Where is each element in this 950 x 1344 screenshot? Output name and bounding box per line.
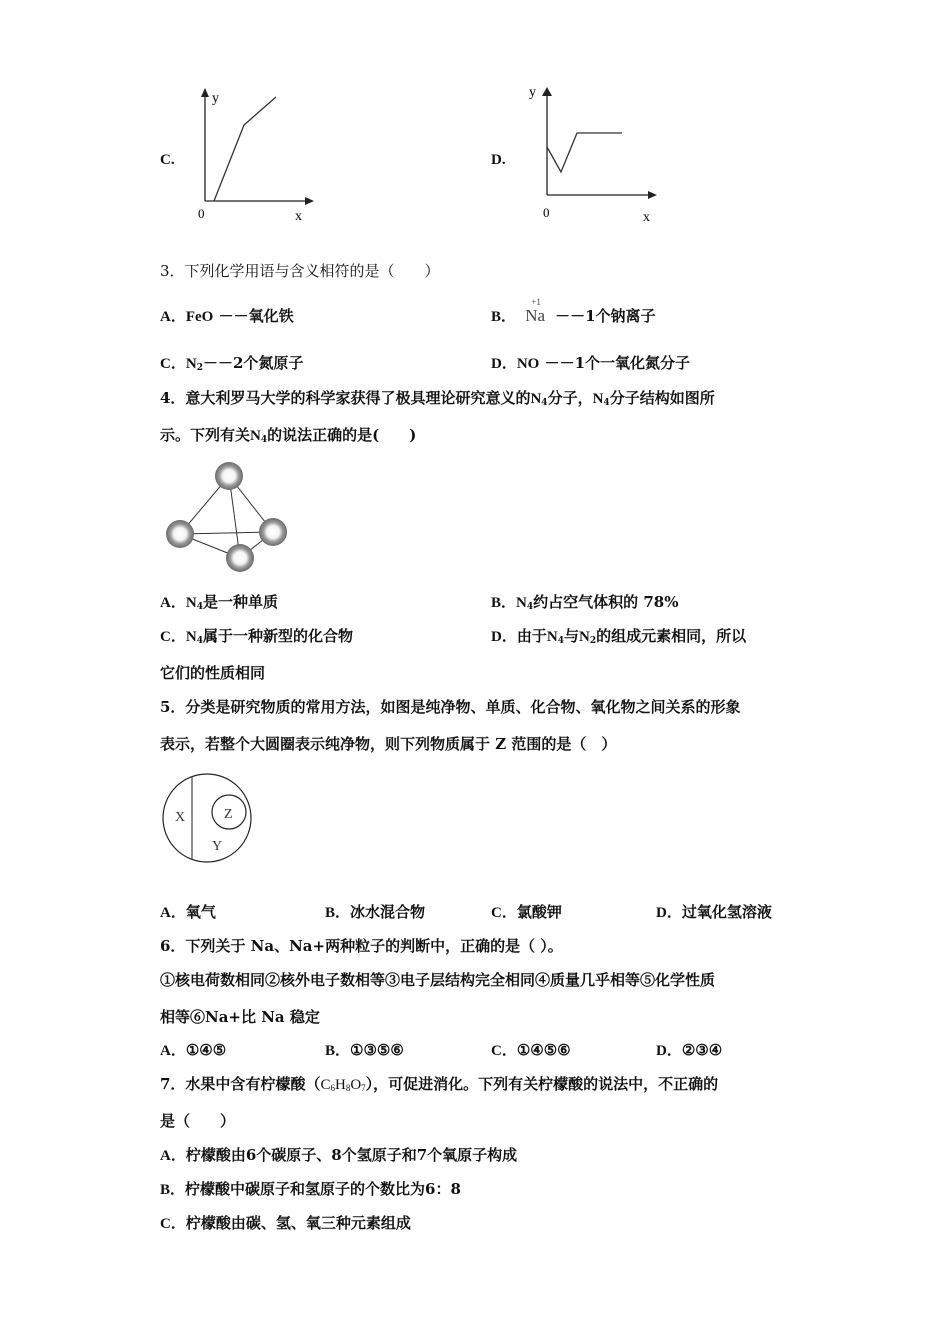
option-text: ①③⑤⑥: [350, 1041, 404, 1059]
graph-c-y-label: y: [212, 91, 219, 106]
q3-option-c[interactable]: [160, 353, 303, 378]
option-label: B．: [491, 309, 517, 325]
graph-c-origin: 0: [198, 206, 205, 221]
q6-statements-line1: ①核电荷数相同②核外电子数相等③电子层结构完全相同④质量几乎相等⑤化学性质: [160, 971, 716, 989]
option-text: 冰水混合物: [350, 903, 426, 921]
n: N: [250, 428, 261, 444]
n-atom: [215, 462, 243, 490]
q2-graph-c: [190, 85, 320, 225]
q5-option-a[interactable]: [160, 902, 216, 923]
formula: Na: [525, 306, 546, 325]
option-label: A．: [160, 595, 186, 611]
q2-option-c-label[interactable]: C.: [160, 152, 175, 168]
option-text: 与: [563, 627, 579, 645]
formula: NO: [516, 356, 540, 372]
q5-option-d[interactable]: [656, 902, 772, 923]
q4-option-d-continued: 它们的性质相同: [160, 664, 266, 682]
region-z-label: Z: [224, 807, 233, 822]
text: 7．水果中含有柠檬酸（: [160, 1075, 321, 1093]
subscript: 4: [196, 636, 203, 646]
q6-option-a[interactable]: [160, 1040, 226, 1061]
q5-option-b[interactable]: [325, 902, 425, 923]
option-text: 由于: [516, 627, 547, 645]
q5-option-c[interactable]: [491, 902, 562, 923]
q7-option-b[interactable]: [160, 1179, 461, 1200]
q7-stem-line2: 是（ ）: [160, 1112, 236, 1130]
valence: +1: [531, 297, 541, 307]
option-label: A．: [160, 1043, 186, 1059]
option-label: B．: [491, 595, 517, 611]
n: N: [516, 595, 527, 611]
option-label: C．: [160, 1216, 186, 1232]
option-text: 过氧化氢溶液: [681, 903, 772, 921]
q2-option-d-label[interactable]: D.: [491, 152, 506, 168]
n: N: [578, 629, 590, 645]
subscript: 4: [603, 398, 610, 408]
option-text: 约占空气体积的 78%: [533, 593, 679, 611]
option-text: 属于一种新型的化合物: [202, 627, 353, 645]
option-text: －－氧化铁: [218, 307, 294, 325]
formula: FeO: [185, 309, 214, 325]
q5-stem-line1: 5．分类是研究物质的常用方法，如图是纯净物、单质、化合物、氧化物之间关系的形象: [160, 698, 741, 716]
option-text: 柠檬酸由6个碳原子、8个氢原子和7个氧原子构成: [185, 1146, 518, 1164]
option-label: C．: [160, 356, 186, 372]
option-label: B．: [160, 1182, 186, 1198]
option-label: C．: [491, 1043, 517, 1059]
subscript: 2: [196, 363, 203, 373]
q6-option-d[interactable]: [656, 1040, 722, 1061]
sodium-valence-symbol: [525, 297, 546, 326]
text: 分子结构如图所: [609, 389, 715, 407]
q6-option-c[interactable]: [491, 1040, 571, 1061]
option-label: A．: [160, 1148, 186, 1164]
q6-option-b[interactable]: [325, 1040, 404, 1061]
region-y-label: Y: [212, 839, 223, 854]
q4-option-b[interactable]: [491, 592, 678, 617]
classification-venn-diagram: [160, 770, 270, 870]
text: 的说法正确的是( ): [267, 426, 417, 444]
n: N: [185, 595, 197, 611]
option-text: －－1个钠离子: [555, 307, 656, 325]
graph-d-y-label: y: [529, 85, 536, 100]
n: N: [185, 629, 197, 645]
n-atom: [259, 518, 287, 546]
q6-statements-line2: 相等⑥Na+比 Na 稳定: [160, 1008, 320, 1026]
option-text: ①④⑤: [185, 1041, 227, 1059]
option-text: 氧气: [185, 903, 216, 921]
subscript: 4: [557, 636, 564, 646]
q4-stem-line1: [160, 388, 715, 413]
subscript: 4: [541, 398, 548, 408]
n4-molecule-diagram: [160, 458, 295, 580]
q7-option-a[interactable]: [160, 1145, 517, 1166]
option-label: D．: [491, 629, 517, 645]
q4-option-c[interactable]: [160, 626, 353, 651]
graph-d-origin: 0: [543, 205, 550, 220]
n-atom: [226, 544, 254, 572]
q7-option-c[interactable]: [160, 1213, 411, 1234]
q7-stem-line1: [160, 1074, 718, 1098]
subscript: 2: [589, 636, 597, 646]
subscript: 4: [196, 602, 203, 612]
option-label: D．: [491, 356, 517, 372]
text: ），可促进消化。下列有关柠檬酸的说法中，不正确的: [365, 1075, 719, 1093]
q2-graph-d: [525, 82, 665, 227]
text: 分子，: [547, 389, 593, 407]
q3-stem: 3．下列化学用语与含义相符的是（ ）: [160, 262, 440, 280]
option-text: ①④⑤⑥: [516, 1041, 571, 1059]
n-atom: [166, 520, 194, 548]
q3-option-a[interactable]: [160, 306, 294, 327]
option-text: 柠檬酸由碳、氢、氧三种元素组成: [185, 1214, 411, 1232]
formula: N: [185, 356, 197, 372]
option-text: ②③④: [681, 1041, 723, 1059]
n: N: [546, 629, 558, 645]
option-label: C．: [160, 629, 186, 645]
q4-stem-line2: [160, 425, 416, 450]
option-label: C．: [491, 905, 517, 921]
q4-option-d[interactable]: [491, 626, 746, 651]
option-label: A．: [160, 309, 186, 325]
text: 示。下列有关: [160, 426, 251, 444]
citric-acid-formula: $C_6H_8O_7$: [320, 1077, 366, 1093]
n: N: [530, 391, 542, 407]
option-text: 是一种单质: [202, 593, 278, 611]
subscript: 4: [526, 602, 534, 612]
q3-option-d[interactable]: [491, 353, 690, 374]
option-text: －－2个氮原子: [202, 354, 304, 372]
option-label: A．: [160, 905, 186, 921]
q5-stem-line2: 表示，若整个大圆圈表示纯净物，则下列物质属于 Z 范围的是（ ）: [160, 735, 617, 753]
graph-c-x-label: x: [295, 209, 302, 224]
subscript: 4: [260, 435, 268, 445]
option-label: D．: [656, 905, 682, 921]
option-text: －－1个一氧化氮分子: [544, 354, 691, 372]
option-label: B．: [325, 905, 351, 921]
option-text: 柠檬酸中碳原子和氢原子的个数比为6：8: [185, 1180, 461, 1198]
option-label: D．: [656, 1043, 682, 1059]
text: 4．意大利罗马大学的科学家获得了极具理论研究意义的: [160, 389, 531, 407]
n: N: [592, 391, 604, 407]
option-text: 氯酸钾: [516, 903, 562, 921]
q4-option-a[interactable]: [160, 592, 278, 617]
q6-stem: 6．下列关于 Na、Na+两种粒子的判断中，正确的是（ ）。: [160, 937, 563, 955]
region-x-label: X: [175, 810, 186, 825]
q3-option-b[interactable]: [491, 297, 656, 327]
option-text: 的组成元素相同，所以: [596, 627, 747, 645]
graph-d-x-label: x: [643, 210, 650, 225]
option-label: B．: [325, 1043, 351, 1059]
